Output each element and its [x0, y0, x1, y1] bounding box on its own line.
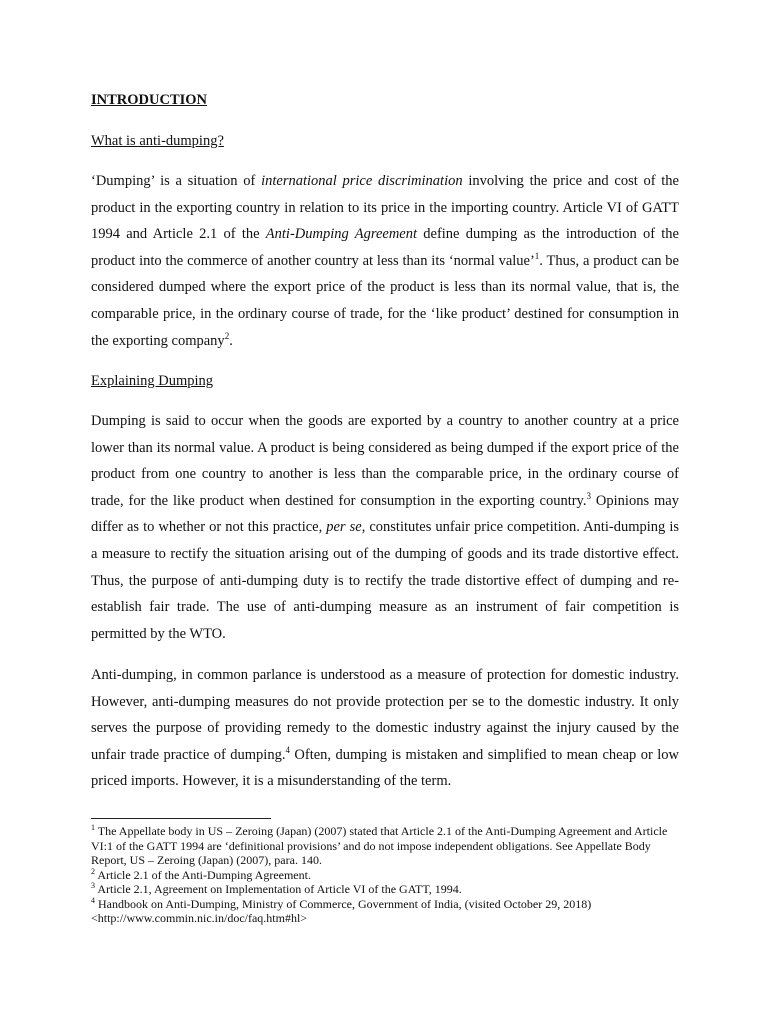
footnote-1: $^1$ The Appellate body in US – Zeroing (Japan) (2007) stated that Article 2.1 of the Anti-Dumping Agreement and Article VI:1 of the GATT 1994 are ‘definitional provisions’ and do not impose independent obligations. See Appellate Body Report, US – Zeroing (Japan) (2007), para. 140.	[91, 823, 668, 867]
footnote-ref-1: 1	[534, 250, 540, 261]
footnote-4: $^4$ Handbook on Anti-Dumping, Ministry of Commerce, Government of India, (visited October 29, 2018) <http://www.commin.nic.in/doc/faq.htm#hl>	[91, 895, 592, 925]
section-heading-what-is-anti-dumping: What is anti-dumping?	[91, 133, 224, 149]
footnote-3: $^3$ Article 2.1, Agreement on Implementation of Article VI of the GATT, 1994.	[91, 881, 462, 896]
footnote-ref-3: 3	[586, 490, 591, 501]
paragraph-explaining-dumping: Dumping is said to occur when the goods are exported by a country to another country at a price lower than its normal value. A product is being considered as being dumped if the export price of the product from one country to another is less than the comparable price, in the ordinary course of trade, for the like product when destined for consumption in the exporting country.$^3$ Opinions may differ as to whether or not this practice, per se, constitutes unfair price competition. Anti-dumping is a measure to rectify the situation arising out of the dumping of goods and its trade distortive effect. Thus, the purpose of anti-dumping duty is to rectify the trade distortive effect of dumping and re-establish fair trade. The use of anti-dumping measure as an instrument of fair competition is permitted by the WTO.	[91, 413, 679, 642]
section-heading-explaining-dumping: Explaining Dumping	[91, 373, 214, 389]
footnote-separator	[91, 818, 271, 819]
footnote-ref-2: 2	[224, 330, 230, 341]
footnote-ref-4: 4	[285, 744, 290, 755]
footnote-2: $^2$ Article 2.1 of the Anti-Dumping Agreement.	[91, 866, 311, 882]
footnotes	[91, 824, 679, 926]
page-title: INTRODUCTION	[91, 92, 208, 108]
paragraph-dumping-definition: ‘Dumping’ is a situation of international price discrimination involving the price and cost of the product in the exporting country in relation to its price in the importing country. Article VI of GATT 1994 and Article 2.1 of the Anti-Dumping Agreement define dumping as the introduction of the product into the commerce of another country at less than its ‘normal value’$^1$. Thus, a product can be considered dumped where the export price of the product is less than its normal value, that is, the comparable price, in the ordinary course of trade, for the ‘like product’ destined for consumption in the exporting company$^2$.	[91, 173, 679, 349]
paragraph-anti-dumping-protection: Anti-dumping, in common parlance is understood as a measure of protection for domestic industry. However, anti-dumping measures do not provide protection per se to the domestic industry. It only serves the purpose of providing remedy to the domestic industry against the injury caused by the unfair trade practice of dumping.$^4$ Often, dumping is mistaken and simplified to mean cheap or low priced imports. However, it is a misunderstanding of the term.	[91, 667, 679, 790]
